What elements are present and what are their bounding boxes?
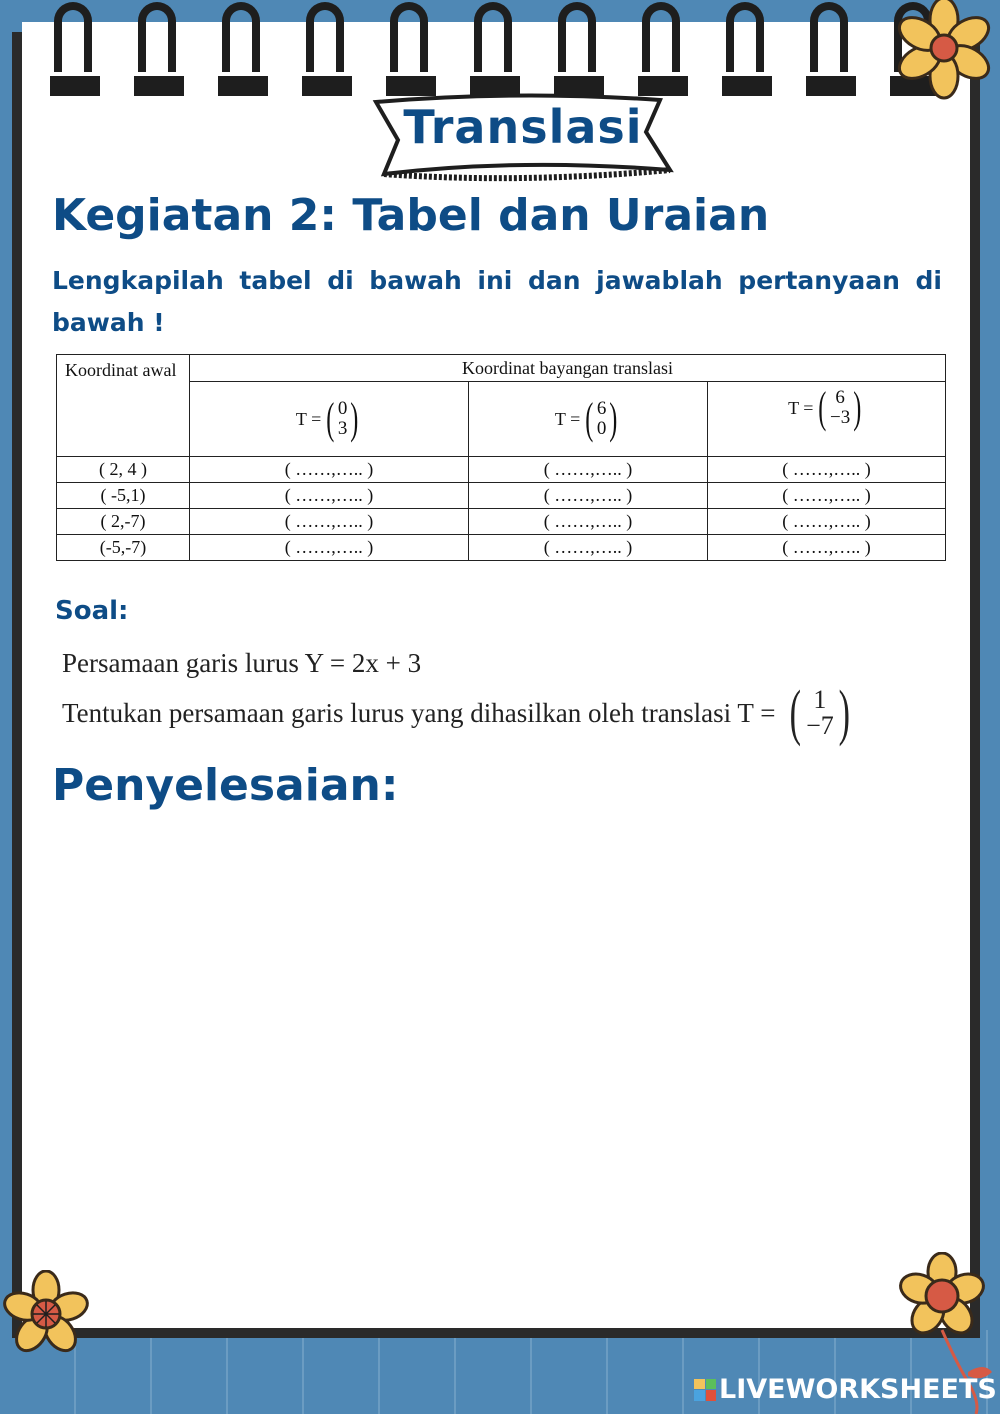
solution-label: Penyelesaian: (52, 760, 399, 811)
answer-cell[interactable]: ( ……,….. ) (190, 535, 469, 561)
question-text: Tentukan persamaan garis lurus yang dihasilkan oleh translasi T = (62, 697, 776, 728)
banner-title: Translasi (403, 100, 643, 154)
question-line-equation: Persamaan garis lurus Y = 2x + 3 (62, 648, 422, 678)
flower-icon (2, 1270, 94, 1362)
translation-vector: ( 1 −7 ) (790, 679, 850, 747)
binding-ring (218, 0, 268, 100)
logo-mark-icon (694, 1379, 716, 1401)
answer-cell[interactable]: ( ……,….. ) (708, 509, 946, 535)
flower-icon (890, 0, 994, 100)
answer-cell[interactable]: ( ……,….. ) (469, 457, 708, 483)
translation-header: T = ( 6 0 ) (469, 382, 708, 457)
brand-name: LIVEWORKSHEETS (719, 1374, 997, 1405)
answer-cell[interactable]: ( ……,….. ) (708, 457, 946, 483)
answer-cell[interactable]: ( ……,….. ) (190, 457, 469, 483)
answer-cell[interactable]: ( ……,….. ) (469, 483, 708, 509)
binding-ring (554, 0, 604, 100)
question-label: Soal: (55, 596, 129, 626)
binding-ring (50, 0, 100, 100)
question-line-translation (62, 679, 854, 747)
binding-ring (722, 0, 772, 100)
table-row (57, 535, 946, 561)
initial-point: ( 2, 4 ) (57, 457, 190, 483)
answer-cell[interactable]: ( ……,….. ) (190, 483, 469, 509)
answer-cell[interactable]: ( ……,….. ) (708, 535, 946, 561)
binding-ring (134, 0, 184, 100)
table-row (57, 483, 946, 509)
table-row (57, 457, 946, 483)
spiral-binding (50, 0, 950, 100)
binding-ring (386, 0, 436, 100)
table-row (57, 509, 946, 535)
instruction-text: Lengkapilah tabel di bawah ini dan jawablah pertanyaan di bawah ! (52, 266, 942, 337)
corner-header: Koordinat awal (57, 355, 190, 457)
section-heading: Kegiatan 2: Tabel dan Uraian (52, 190, 770, 241)
liveworksheets-logo (694, 1374, 997, 1405)
table-top-header: Koordinat bayangan translasi (190, 355, 946, 382)
translation-table (56, 354, 946, 561)
translation-header: T = ( 6 −3 ) (708, 382, 946, 457)
binding-ring (302, 0, 352, 100)
initial-point: (-5,-7) (57, 535, 190, 561)
initial-point: ( -5,1) (57, 483, 190, 509)
translation-header: T = ( 0 3 ) (190, 382, 469, 457)
title-banner (368, 92, 678, 184)
binding-ring (806, 0, 856, 100)
answer-cell[interactable]: ( ……,….. ) (469, 509, 708, 535)
initial-point: ( 2,-7) (57, 509, 190, 535)
binding-ring (470, 0, 520, 100)
answer-cell[interactable]: ( ……,….. ) (190, 509, 469, 535)
answer-cell[interactable]: ( ……,….. ) (708, 483, 946, 509)
answer-cell[interactable]: ( ……,….. ) (469, 535, 708, 561)
binding-ring (638, 0, 688, 100)
